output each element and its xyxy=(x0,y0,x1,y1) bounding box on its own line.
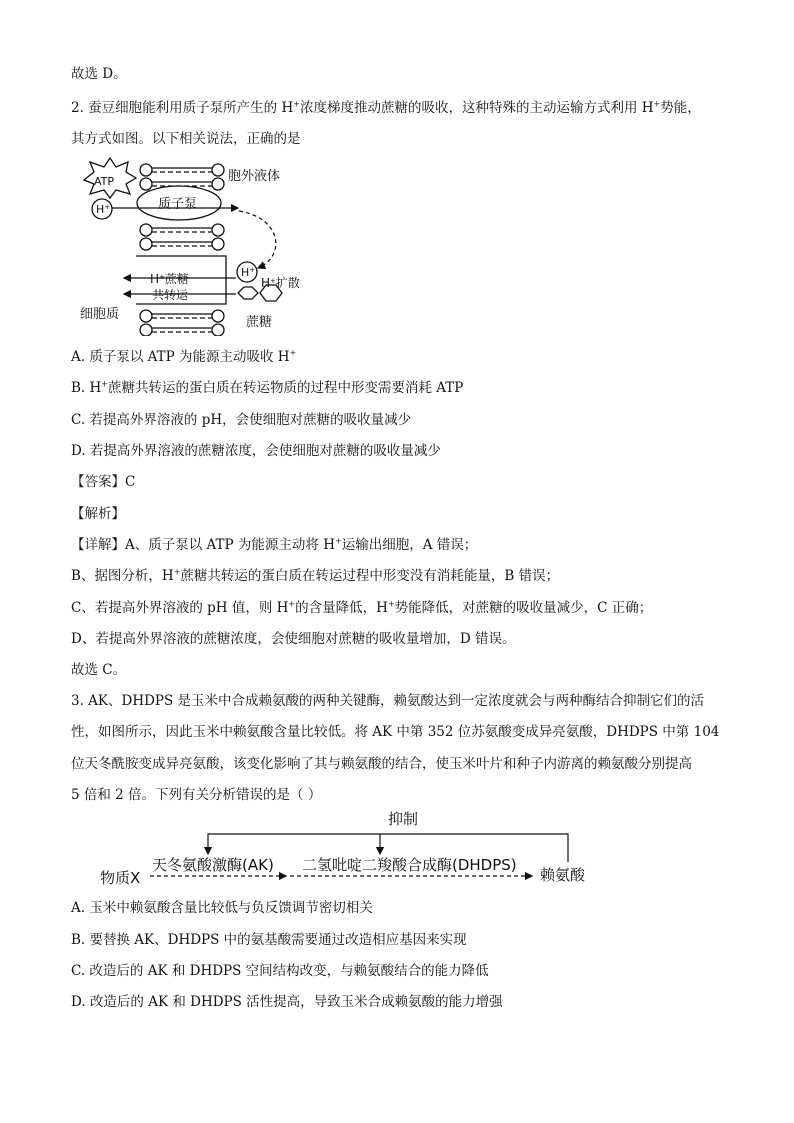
q2-conclusion: 故选 C。 xyxy=(71,662,127,678)
inhibit-label: 抑制 xyxy=(388,810,419,828)
symport-label-2: 共转运 xyxy=(152,288,189,302)
q3-stem-line-3: 位天冬酰胺变成异亮氨酸，该变化影响了其与赖氨酸的结合，使玉米叶片和种子内游离的赖氨酸分别提高 xyxy=(71,756,692,772)
q2-option-d: D. 若提高外界溶液的蔗糖浓度，会使细胞对蔗糖的吸收量减少 xyxy=(71,443,441,459)
substance-x-label: 物质X xyxy=(100,869,141,887)
q3-pathway-diagram xyxy=(96,806,606,890)
q3-stem-line-2: 性，如图所示，因此玉米中赖氨酸含量比较低。将 AK 中第 352 位苏氨酸变成异亮氨酸，DHDPS 中第 104 xyxy=(71,724,720,740)
dhdps-label: 二氢吡啶二羧酸合成酶(DHDPS) xyxy=(302,856,517,874)
q2-analysis-label: 【解析】 xyxy=(71,506,125,522)
q2-detail-b: B、据图分析，H+蔗糖共转运的蛋白质在转运过程中形变没有消耗能量，B 错误； xyxy=(71,567,560,584)
atp-label: ATP xyxy=(94,175,115,188)
q2-detail-c: C、若提高外界溶液的 pH 值，则 H+的含量降低，H+势能降低，对蔗糖的吸收量减少，C 正确； xyxy=(71,599,653,616)
q3-option-b: B. 要替换 AK、DHDPS 中的氨基酸需要通过改造相应基因来实现 xyxy=(71,932,467,948)
previous-conclusion: 故选 D。 xyxy=(71,66,127,82)
diffusion-label: H+扩散 xyxy=(261,276,300,290)
sucrose-label: 蔗糖 xyxy=(246,315,273,330)
q2-option-c: C. 若提高外界溶液的 pH，会使细胞对蔗糖的吸收量减少 xyxy=(71,412,412,428)
outside-fluid-label: 胞外液体 xyxy=(228,169,281,184)
q2-stem-line-2: 其方式如图。以下相关说法，正确的是 xyxy=(71,131,301,147)
cytoplasm-label: 细胞质 xyxy=(80,307,120,322)
q3-option-a: A. 玉米中赖氨酸含量比较低与负反馈调节密切相关 xyxy=(71,900,373,916)
q3-stem-line-4: 5 倍和 2 倍。下列有关分析错误的是（ ） xyxy=(71,787,322,803)
q2-membrane-diagram xyxy=(76,156,306,336)
h-ion-label: H+ xyxy=(96,203,111,216)
q2-answer: 【答案】C xyxy=(71,474,136,490)
lysine-label: 赖氨酸 xyxy=(540,866,586,884)
q2-stem-line-1: 2. 蚕豆细胞能利用质子泵所产生的 H+浓度梯度推动蔗糖的吸收，这种特殊的主动运输方式利用 H+势能， xyxy=(71,99,701,116)
q3-option-c: C. 改造后的 AK 和 DHDPS 空间结构改变，与赖氨酸结合的能力降低 xyxy=(71,963,489,979)
q2-detail-a: 【详解】A、质子泵以 ATP 为能源主动将 H+运输出细胞，A 错误； xyxy=(71,536,478,553)
q2-option-b: B. H+蔗糖共转运的蛋白质在转运物质的过程中形变需要消耗 ATP xyxy=(71,379,464,396)
proton-pump-label: 质子泵 xyxy=(158,197,198,212)
symport-label-1: H+蔗糖 xyxy=(150,272,189,286)
q3-stem-line-1: 3. AK、DHDPS 是玉米中合成赖氨酸的两种关键酶，赖氨酸达到一定浓度就会与两种酶结合抑制它们的活 xyxy=(71,693,705,709)
q3-option-d: D. 改造后的 AK 和 DHDPS 活性提高，导致玉米合成赖氨酸的能力增强 xyxy=(71,994,503,1010)
ak-label: 天冬氨酸激酶(AK) xyxy=(152,856,274,874)
h-ion-diffusing-label: H+ xyxy=(241,266,256,279)
q2-detail-d: D、若提高外界溶液的蔗糖浓度，会使细胞对蔗糖的吸收量增加，D 错误。 xyxy=(71,631,516,647)
q2-option-a: A. 质子泵以 ATP 为能源主动吸收 H+ xyxy=(71,348,297,365)
